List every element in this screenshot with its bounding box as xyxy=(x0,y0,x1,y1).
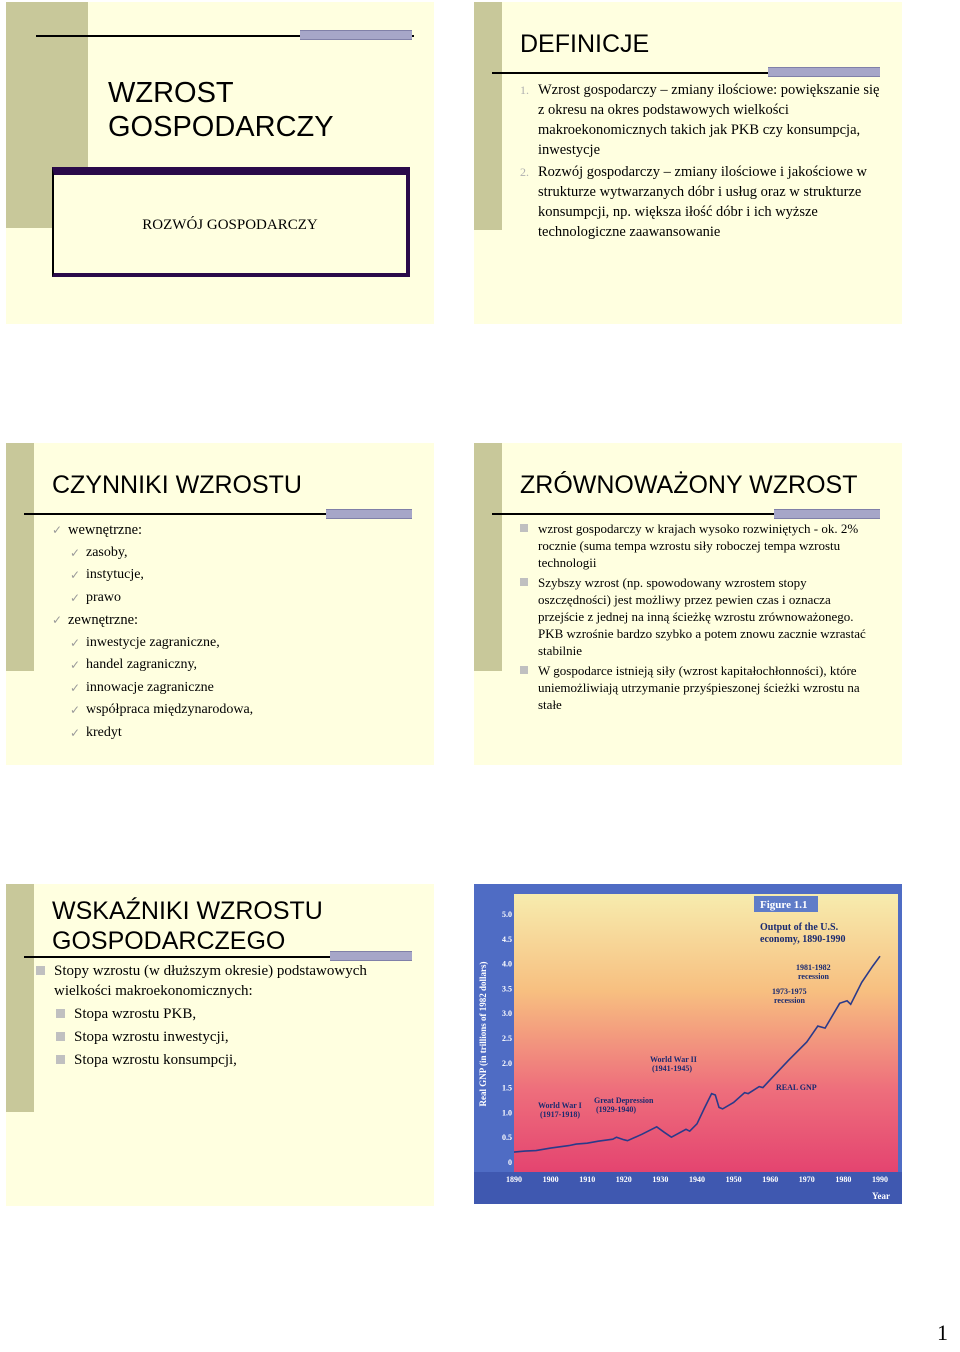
list-item xyxy=(52,632,422,655)
check-icon: ✓ xyxy=(70,703,81,717)
y-tick-label: 0.5 xyxy=(502,1133,512,1143)
x-tick-label: 1990 xyxy=(872,1175,888,1184)
title-line-1: WSKAŹNIKI WZROSTU xyxy=(52,897,323,925)
definition-item xyxy=(520,162,882,242)
chart-title xyxy=(760,922,846,945)
title-accent xyxy=(326,509,412,519)
y-tick-label: 4.5 xyxy=(502,934,512,944)
square-bullet-icon xyxy=(520,666,528,674)
annotation-sublabel: recession xyxy=(798,972,829,981)
slide-6-chart xyxy=(474,884,902,1204)
x-tick-label: 1910 xyxy=(579,1175,596,1184)
item-text: Stopa wzrostu konsumpcji, xyxy=(74,1052,237,1068)
slide-accent-bar xyxy=(474,443,502,671)
list-item xyxy=(52,699,422,722)
square-bullet-icon xyxy=(56,1009,65,1018)
annotation-label: Great Depression xyxy=(594,1096,654,1105)
list-item xyxy=(36,961,416,1001)
item-text: Szybszy wzrost (np. spowodowany wzrostem stopy oszczędności) jest możliwy przez pewien czas i oznacza przejście z jednej na inną ścieżkę wzrostu zrównoważonego. PKB wzrośnie bardzo szybko a potem znowu zacznie wzrastać stabilnie xyxy=(538,575,866,658)
slide-1-subtitle: ROZWÓJ GOSPODARCZY xyxy=(142,217,318,233)
item-text: Stopy wzrostu (w dłuższym okresie) podstawowych wielkości makroekonomicznych: xyxy=(54,963,367,999)
item-text: Rozwój gospodarczy – zmiany ilościowe i jakościowe w strukturze wytwarzanych dóbr i usług oraz w strukturze konsumpcji, np. większa iłość dóbr i ich wyższe technologiczne zaawansowanie xyxy=(538,164,867,240)
slide-accent-bar xyxy=(6,443,34,671)
list-item xyxy=(52,587,422,610)
list-item xyxy=(52,722,422,745)
check-icon: ✓ xyxy=(70,725,81,740)
y-tick-label: 4.0 xyxy=(502,959,512,969)
list-item xyxy=(520,662,878,713)
slide-5 xyxy=(6,884,434,1206)
item-text: handel zagraniczny, xyxy=(86,657,198,672)
indicators-list xyxy=(36,961,416,1070)
subtitle-box xyxy=(52,167,410,277)
item-text: Wzrost gospodarczy – zmiany ilościowe: powiększanie się z okresu na okres podstawowych wielkości makroekonomicznych takich jak PKB czy konsumpcja, inwestycje xyxy=(538,82,880,158)
slide-1 xyxy=(6,2,434,324)
item-text: instytucje, xyxy=(86,567,144,582)
item-text: W gospodarce istnieją siły (wzrost kapitałochłonności), które uniemożliwiają utrzymanie przyśpieszonej ścieżki wzrostu na stałe xyxy=(538,663,860,712)
slide-2 xyxy=(474,2,902,324)
y-tick-label: 1.0 xyxy=(502,1108,512,1118)
y-tick-label: 1.5 xyxy=(502,1083,512,1093)
page-number: 1 xyxy=(937,1320,948,1345)
y-tick-label: 3.0 xyxy=(502,1009,512,1019)
y-tick-label: 2.0 xyxy=(502,1058,512,1068)
item-text: współpraca międzynarodowa, xyxy=(86,702,254,717)
title-line-2: GOSPODARCZEGO xyxy=(52,927,286,955)
list-item xyxy=(520,574,878,659)
annotation-sublabel: (1917-1918) xyxy=(540,1110,580,1119)
gnp-line-chart xyxy=(474,884,902,1204)
square-bullet-icon xyxy=(56,1055,65,1064)
annotation-label: World War I xyxy=(538,1101,582,1110)
item-number: 1. xyxy=(520,83,529,97)
check-icon: ✓ xyxy=(70,545,81,560)
slide-5-title xyxy=(52,896,323,956)
group-label-text: wewnętrzne: xyxy=(68,522,143,538)
list-item xyxy=(52,677,422,700)
check-icon: ✓ xyxy=(70,680,81,695)
title-accent xyxy=(774,509,880,519)
x-tick-label: 1950 xyxy=(725,1175,742,1184)
slide-4-title: ZRÓWNOWAŻONY WZROST xyxy=(520,471,858,499)
slide-2-title: DEFINICJE xyxy=(520,30,650,58)
item-text: prawo xyxy=(86,589,121,605)
check-icon: ✓ xyxy=(70,568,81,582)
annotation-sublabel: recession xyxy=(774,996,805,1005)
annotation-sublabel: (1929-1940) xyxy=(596,1105,636,1114)
title-line-2: GOSPODARCZY xyxy=(108,111,334,143)
group-label-text: zewnętrzne: xyxy=(68,612,139,628)
list-item xyxy=(36,1027,416,1047)
annotation-label: 1981-1982 xyxy=(796,963,831,972)
chart-title-line-2: economy, 1890-1990 xyxy=(760,934,846,945)
list-item xyxy=(52,542,422,565)
list-item xyxy=(36,1004,416,1024)
y-tick-label: 2.5 xyxy=(502,1034,512,1043)
x-tick-label: 1940 xyxy=(689,1175,705,1184)
check-icon: ✓ xyxy=(52,613,63,627)
x-tick-label: 1960 xyxy=(762,1175,779,1184)
slide-accent-bar xyxy=(6,884,34,1112)
group-label xyxy=(52,609,422,632)
sustainable-growth-list xyxy=(520,520,878,716)
y-tick-label: 3.5 xyxy=(502,984,512,994)
annotation-sublabel: (1941-1945) xyxy=(652,1064,692,1073)
list-item xyxy=(52,564,422,587)
annotation-label: World War II xyxy=(650,1055,697,1064)
item-text: zasoby, xyxy=(86,544,128,560)
check-icon: ✓ xyxy=(70,658,81,672)
x-tick-label: 1980 xyxy=(835,1175,852,1184)
x-axis-label: Year xyxy=(872,1191,890,1201)
annotation-label: 1973-1975 xyxy=(772,987,807,996)
slide-1-title xyxy=(108,76,334,144)
factors-list xyxy=(52,519,422,744)
item-text: inwestycje zagraniczne, xyxy=(86,634,220,650)
x-tick-label: 1900 xyxy=(542,1175,559,1184)
y-tick-label: 0 xyxy=(508,1158,512,1167)
item-text: wzrost gospodarczy w krajach wysoko rozwiniętych - ok. 2% rocznie (suma tempa wzrostu siły roboczej tempa wzrostu technologii xyxy=(538,521,859,570)
x-tick-label: 1930 xyxy=(652,1175,669,1184)
list-item xyxy=(520,520,878,571)
title-accent xyxy=(330,951,412,961)
figure-label: Figure 1.1 xyxy=(760,899,808,911)
slide-3 xyxy=(6,443,434,765)
definitions-list xyxy=(520,80,882,244)
slide-accent-bar xyxy=(474,2,502,230)
square-bullet-icon xyxy=(520,524,528,532)
list-item xyxy=(52,654,422,677)
square-bullet-icon xyxy=(520,578,528,586)
check-icon: ✓ xyxy=(70,635,81,650)
chart-title-line-1: Output of the U.S. xyxy=(760,922,839,933)
y-tick-label: 5.0 xyxy=(502,910,512,919)
x-tick-label: 1970 xyxy=(798,1175,815,1184)
item-text: innowacje zagraniczne xyxy=(86,679,214,695)
item-number: 2. xyxy=(520,165,529,179)
list-item xyxy=(36,1050,416,1070)
x-tick-label: 1890 xyxy=(506,1175,522,1184)
x-tick-label: 1920 xyxy=(615,1175,632,1184)
item-text: Stopa wzrostu PKB, xyxy=(74,1006,197,1022)
item-text: kredyt xyxy=(86,724,122,740)
square-bullet-icon xyxy=(36,966,45,975)
slide-4 xyxy=(474,443,902,765)
annotation-label: REAL GNP xyxy=(776,1083,817,1092)
definition-item xyxy=(520,80,882,160)
title-line-1: WZROST xyxy=(108,77,234,109)
check-icon: ✓ xyxy=(52,523,63,537)
square-bullet-icon xyxy=(56,1032,65,1041)
title-accent xyxy=(300,30,412,40)
title-accent xyxy=(768,67,880,77)
slide-3-title: CZYNNIKI WZROSTU xyxy=(52,471,302,499)
item-text: Stopa wzrostu inwestycji, xyxy=(74,1029,229,1045)
check-icon: ✓ xyxy=(70,590,81,605)
group-label xyxy=(52,519,422,542)
y-axis-label: Real GNP (in trillions of 1982 dollars) xyxy=(478,961,488,1107)
